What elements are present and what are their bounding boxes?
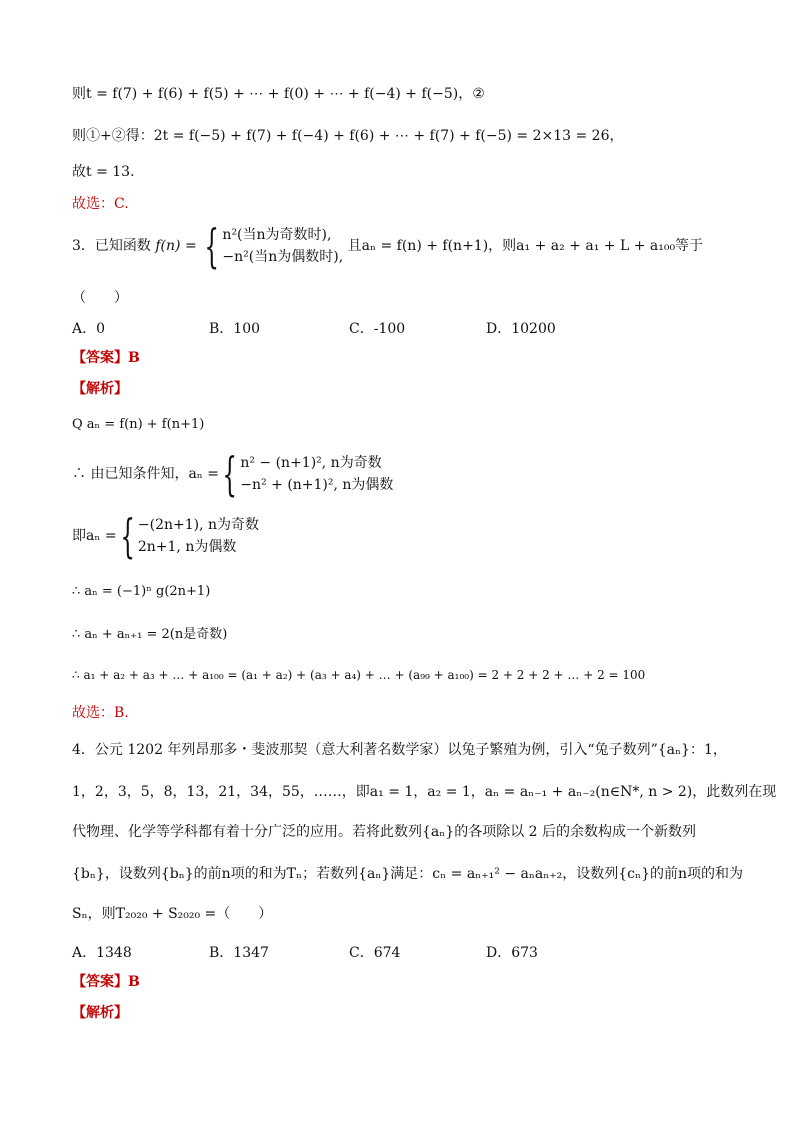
piecewise-cases [240, 452, 393, 496]
brace-icon: { [222, 447, 238, 501]
question-4-line: {bₙ}，设数列{bₙ}的前n项的和为Tₙ；若数列{aₙ}满足：cₙ = aₙ₊₁² − aₙaₙ₊₂，设数列{cₙ}的前n项的和为 [72, 866, 744, 882]
stem-prefix: 3．已知函数 [72, 238, 151, 254]
case-even: 2n+1, n为偶数 [137, 539, 237, 555]
case-odd: −(2n+1), n为奇数 [137, 517, 260, 533]
question-3-options [72, 318, 722, 338]
option-c[interactable]: C．674 [349, 945, 401, 961]
solution-line: 故t = 13. [72, 164, 135, 180]
case-odd: n²(当n为奇数时), [222, 227, 332, 243]
solution-line: 则t = f(7) + f(6) + f(5) + ⋯ + f(0) + ⋯ + f(−4) + f(−5)，② [72, 86, 485, 102]
piecewise-cases [222, 224, 343, 268]
question-4-line: Sₙ，则T₂₀₂₀ + S₂₀₂₀ =（ ） [72, 906, 273, 922]
solution-line: 则①+②得：2t = f(−5) + f(7) + f(−4) + f(6) + ⋯ + f(7) + f(−5) = 2×13 = 26， [72, 128, 624, 144]
piecewise-cases [138, 514, 259, 558]
analysis-label: 【解析】 [72, 381, 128, 397]
answer-choice-line: 故选：C. [72, 196, 129, 212]
answer-label: 【答案】B [72, 350, 140, 366]
option-b[interactable]: B．100 [209, 321, 261, 337]
option-a[interactable]: A．0 [72, 321, 106, 337]
case-odd: n² − (n+1)², n为奇数 [240, 455, 382, 471]
case-even: −n² + (n+1)², n为偶数 [240, 477, 394, 493]
brace-icon: { [119, 509, 135, 563]
stem-suffix: 且aₙ = f(n) + f(n+1)，则a₁ + a₂ + a₁ + L + a₁₀₀等于 [347, 238, 704, 254]
analysis-label: 【解析】 [72, 1005, 128, 1021]
analysis-step: ∴ aₙ + aₙ₊₁ = 2(n是奇数) [72, 627, 228, 642]
option-b[interactable]: B．1347 [209, 945, 269, 961]
analysis-step: ∴ a₁ + a₂ + a₃ + … + a₁₀₀ = (a₁ + a₂) + (a₃ + a₄) + … + (a₉₉ + a₁₀₀) = 2 + 2 + 2 + … + 2 = 100 [72, 668, 646, 682]
analysis-step [72, 509, 260, 564]
question-4-line: 4．公元 1202 年列昂那多・斐波那契（意大利著名数学家）以兔子繁殖为例，引入“兔子数列”{aₙ}：1， [72, 742, 727, 758]
analysis-step: ∴ aₙ = (−1)ⁿ g(2n+1) [72, 584, 211, 599]
analysis-step: Q aₙ = f(n) + f(n+1) [72, 417, 205, 432]
step-prefix: 即aₙ = [72, 528, 117, 544]
question-paren: （ ） [72, 290, 128, 306]
answer-choice-line: 故选：B. [72, 705, 129, 721]
option-d[interactable]: D．10200 [486, 321, 556, 337]
option-c[interactable]: C．-100 [349, 321, 406, 337]
option-d[interactable]: D．673 [486, 945, 538, 961]
option-a[interactable]: A．1348 [72, 945, 132, 961]
brace-icon: { [204, 219, 220, 273]
case-even: −n²(当n为偶数时), [222, 249, 344, 265]
question-4-line: 1，2，3，5，8，13，21，34，55，……，即a₁ = 1，a₂ = 1，aₙ = aₙ₋₁ + aₙ₋₂(n∈N*, n > 2)，此数列在现 [72, 784, 777, 800]
answer-label: 【答案】B [72, 974, 140, 990]
step-prefix: ∴ 由已知条件知，aₙ = [72, 466, 220, 482]
question-4-line: 代物理、化学等学科都有着十分广泛的应用。若将此数列{aₙ}的各项除以 2 后的余数构成一个新数列 [72, 824, 697, 840]
question-3-stem [72, 219, 704, 274]
function-f: f(n) = [155, 238, 202, 254]
analysis-step [72, 447, 394, 502]
question-4-options [72, 942, 722, 962]
